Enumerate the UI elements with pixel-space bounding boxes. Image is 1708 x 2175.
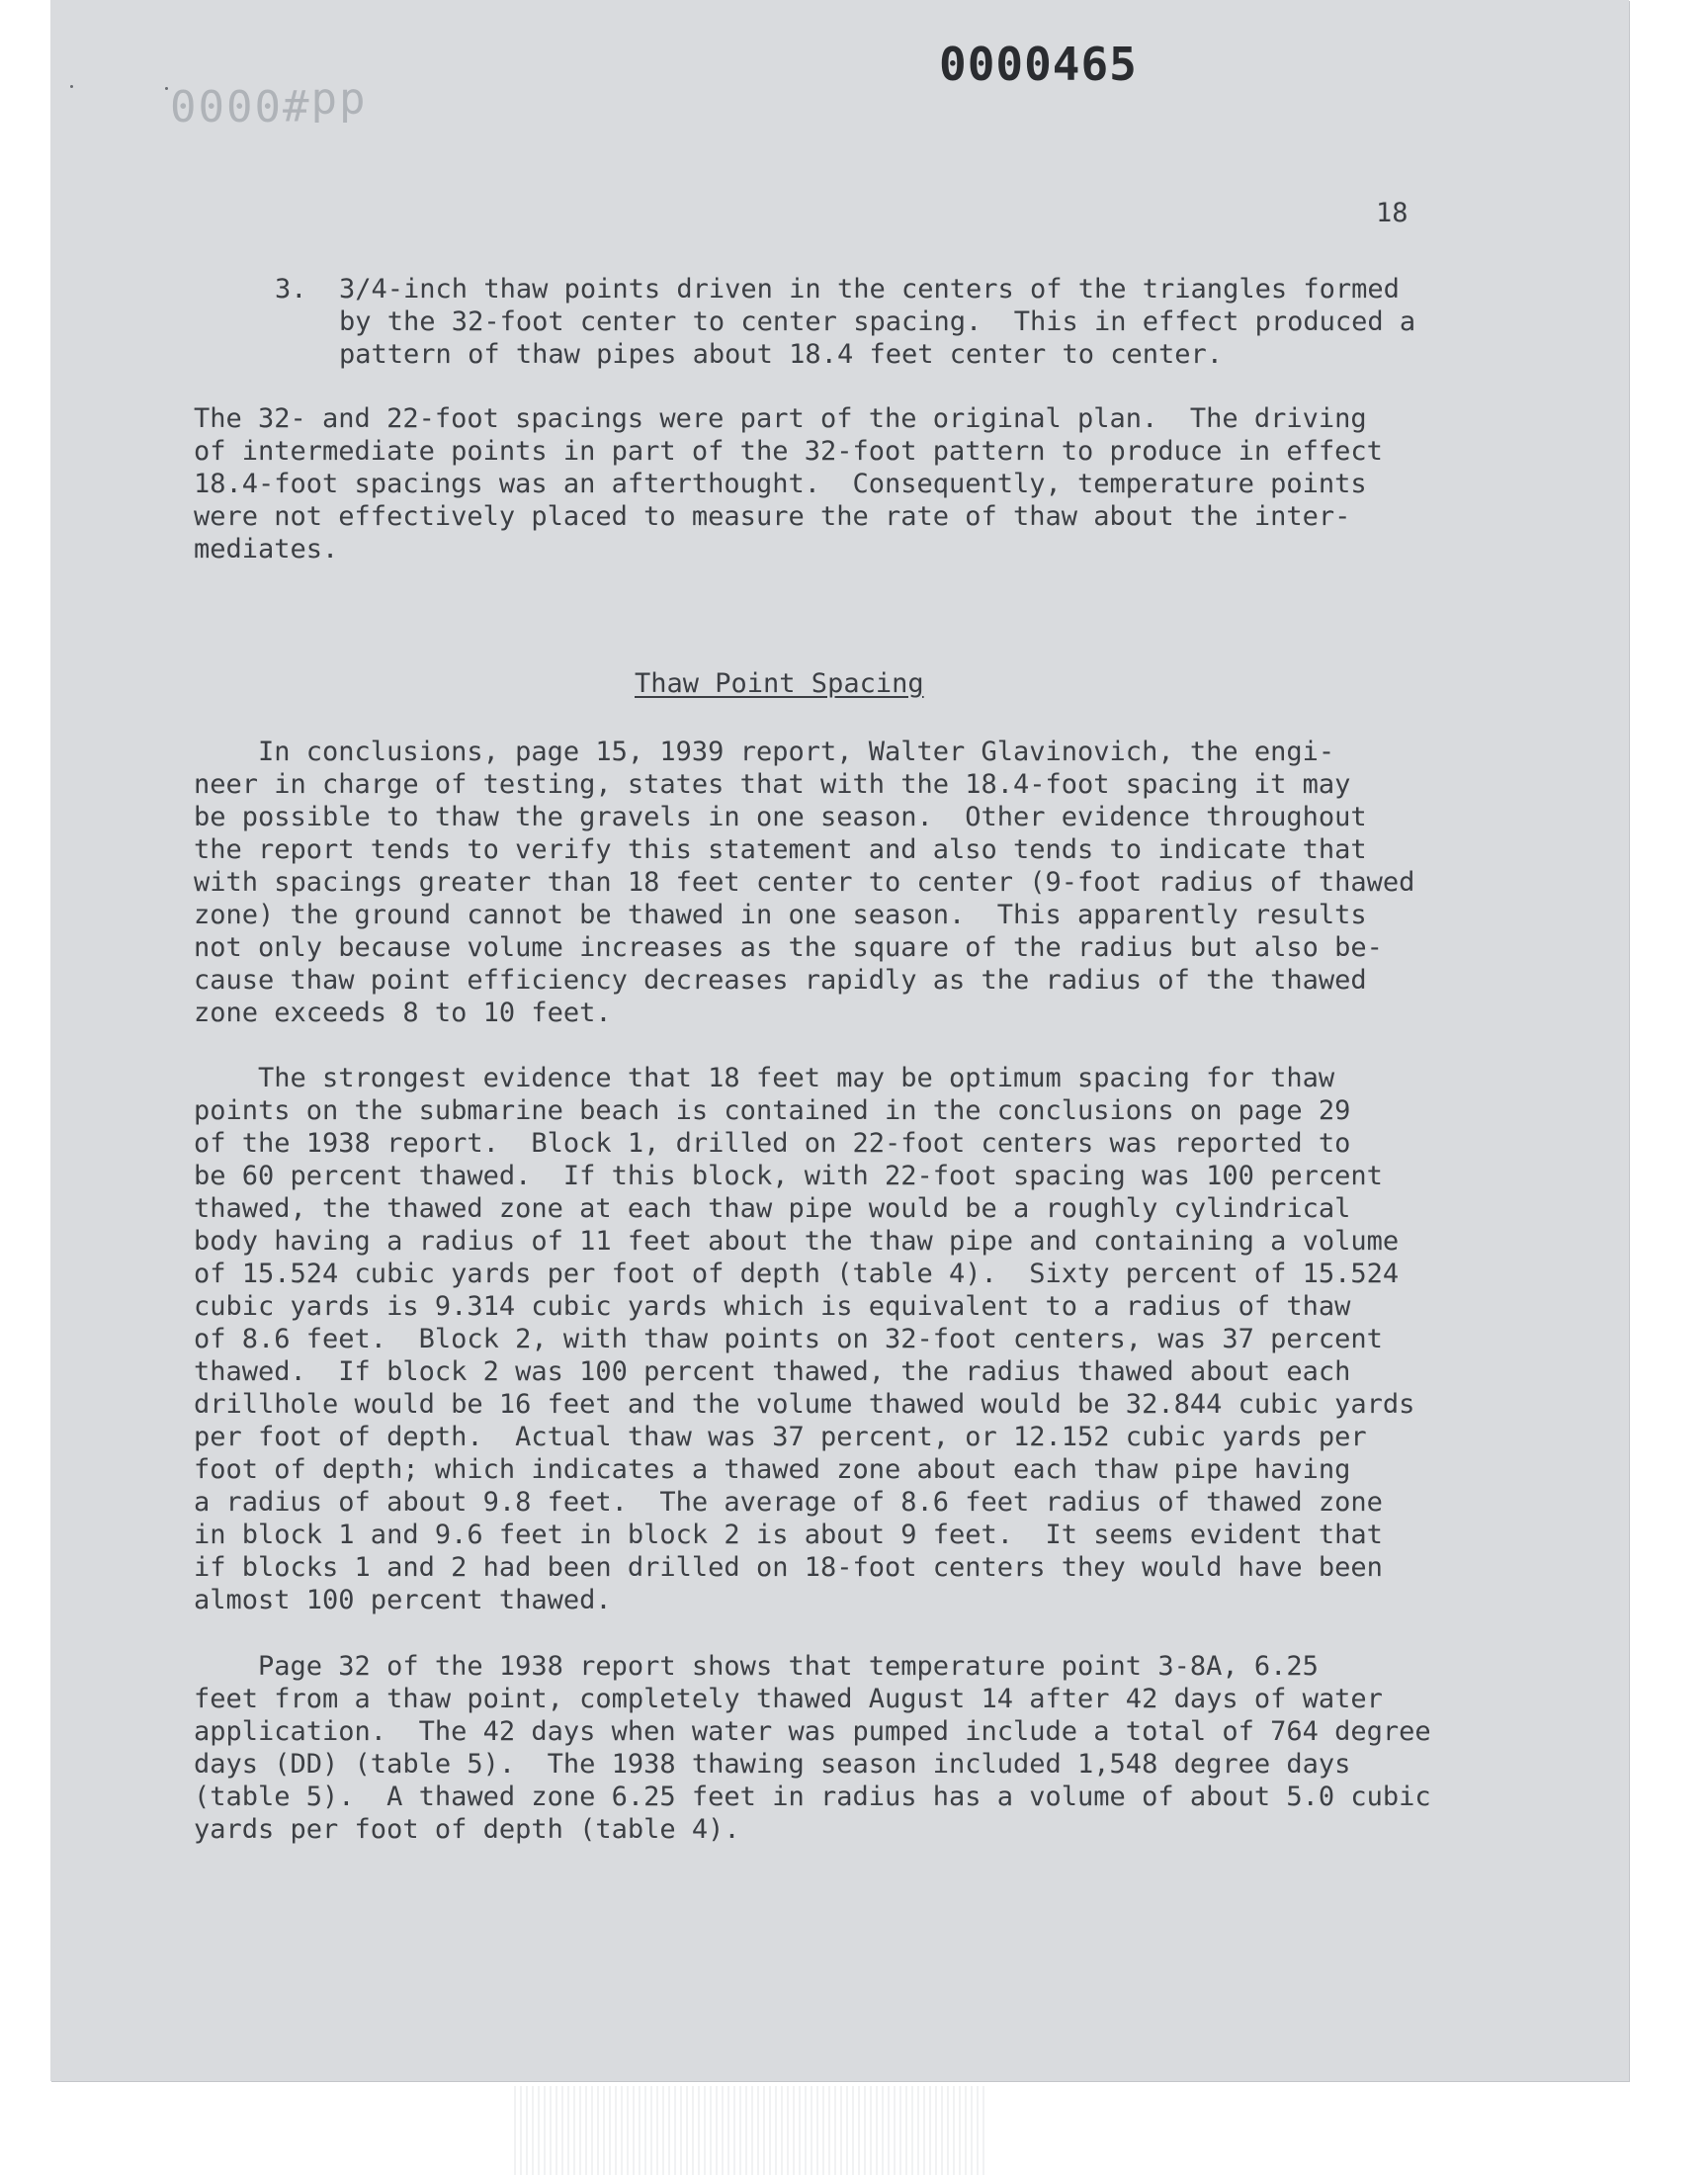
scan-speck xyxy=(70,85,73,88)
paragraph-page-32: Page 32 of the 1938 report shows that temperature point 3-8A, 6.25 feet from a thaw point, completely thawed August 14 after 42 days of water application. The 42 days when water was pumped include a total of 764 degree days (DD) (table 5). The 1938 thawing season included 1,548 degree days (table 5). A thawed zone 6.25 feet in radius has a volume of about 5.0 cubic yards per foot of depth (table 4). xyxy=(194,1651,1431,1845)
paragraph-spacings: The 32- and 22-foot spacings were part of the original plan. The driving of intermediate points in part of the 32-foot pattern to produce in effect 18.4-foot spacings was an afterthought. Consequently, temperature points were not effectively placed to measure the rate of thaw about the inter- mediates. xyxy=(194,403,1383,565)
scan-edge-marks xyxy=(514,2086,988,2175)
document-stamp-number: 0000465 xyxy=(939,38,1138,91)
faint-stamp-number: dd#0000 xyxy=(168,79,366,130)
paragraph-conclusions: In conclusions, page 15, 1939 report, Walter Glavinovich, the engi- neer in charge of testing, states that with the 18.4-foot spacing it may be possible to thaw the gravels in one season. Other evidence throughout the report tends to verify this statement and also tends to indicate that with spacings greater than 18 feet center to center (9-foot radius of thawed zone) the ground cannot be thawed in one season. This apparently results not only because volume increases as the square of the radius but also be- cause thaw point efficiency decreases rapidly as the radius of the thawed zone exceeds 8 to 10 feet. xyxy=(194,737,1415,1028)
section-heading: Thaw Point Spacing xyxy=(635,668,924,699)
page-number: 18 xyxy=(1376,198,1409,228)
paragraph-evidence: The strongest evidence that 18 feet may be optimum spacing for thaw points on the submarine beach is contained in the conclusions on page 29 of the 1938 report. Block 1, drilled on 22-foot centers was reported to be 60 percent thawed. If this block, with 22-foot spacing was 100 percent thawed, the thawed zone at each thaw pipe would be a roughly cylindrical body having a radius of 11 feet about the thaw pipe and containing a volume of 15.524 cubic yards per foot of depth (table 4). Sixty percent of 15.524 cubic yards is 9.314 cubic yards which is equivalent to a radius of thaw of 8.6 feet. Block 2, with thaw points on 32-foot centers, was 37 percent thawed. If block 2 was 100 percent thawed, the radius thawed about each drillhole would be 16 feet and the volume thawed would be 32.844 cubic yards per foot of depth. Actual thaw was 37 percent, or 12.152 cubic yards per foot of depth; which indicates a thawed zone about each thaw pipe having a radius of about 9.8 feet. The average of 8.6 feet radius of thawed zone in block 1 and 9.6 feet in block 2 is about 9 feet. It seems evident that if blocks 1 and 2 had been drilled on 18-foot centers they would have been almost 100 percent thawed. xyxy=(194,1063,1415,1615)
list-item-3: 3. 3/4-inch thaw points driven in the centers of the triangles formed by the 32-foot center to center spacing. This in effect produced a pattern of thaw pipes about 18.4 feet center to center. xyxy=(275,274,1416,370)
